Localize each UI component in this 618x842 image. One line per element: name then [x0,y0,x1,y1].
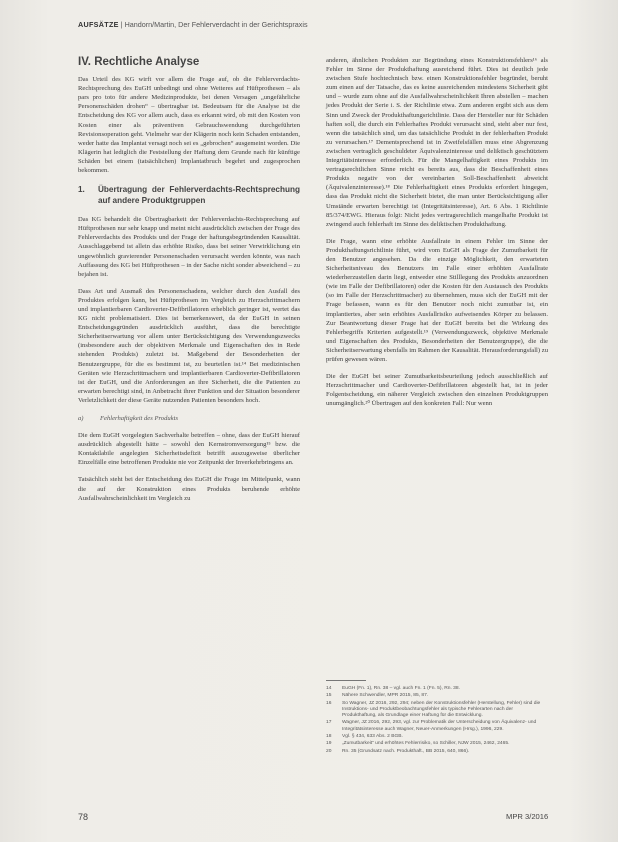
footnote-number: 16 [326,700,332,706]
footnote-text: So Wagner, JZ 2016, 292, 294; neben der Konstruktionsfehler (Herstellung, Fehler) sind die Instruktions- und Produktbeobachtungsfehler als typische Fehlerarten nach der Produkthaftung, als Grundlage einer Haftung für die Entwicklung. [342,700,541,719]
paragraph: Die der EuGH bei seiner Zumutbarkeitsbeurteilung jedoch ausschließlich auf Herzschrittmacher und Cardioverter-Defibrillatoren abgestellt hat, ist in jeder Folgentscheidung, ein näherer Vergleich zwischen den einzelnen Produktgruppen unumgänglich.²⁰ Übertragen auf den konkreten Fall: Nur wenn [326,373,548,408]
subsection-number: 1. [78,185,85,195]
footnote-number: 20 [326,748,332,754]
running-head-section: AUFSÄTZE [78,20,119,29]
footnote-text: „Zumutbarkeit“ und erhöhtes Fehlerrisiko, so Schiller, NJW 2015, 2462, 2465. [342,741,510,747]
footnote-text: Vgl. § 434, 633 Abs. 2 BGB. [342,734,403,740]
footnote-divider [326,680,366,681]
footnote-list [326,686,548,755]
footnote-number: 18 [326,734,332,740]
left-column [78,44,300,511]
subsubsection-heading [78,414,300,423]
footnote-text: EuGH (Fn. 1), Rn. 38 – vgl. auch Fn. 1 (Fn. 5), Rn. 38. [342,686,460,691]
footnotes [326,680,548,756]
paragraph: Dass Art und Ausmaß des Personenschadens, welcher durch den Ausfall des Produktes erfolgen kann, bei Hüftprothesen im Vergleich zu Herzschrittmachern und implantierbaren Cardioverter-Defibrillatoren erheblich geringer ist, wertet das KG nicht problematisiert. Dies ist bemerkenswert, da der EuGH in seinen Entscheidungsgründen ausdrücklich ausführt, dass die berechtigte Sicherheitserwartung vor allem unter Berücksichtigung des Verwendungszwecks (insbesondere auch der objektiven Merkmale und Eigenschaften des in Rede stehenden Produkts) zuletzt ist. Maßgebend der Besonderheiten der Benutzergruppe, für die es bestimmt ist, zu beurteilen ist.¹⁴ Bei medizinischen Geräten wie Herzschrittmachern und implantierbaren Cardioverter-Defibrillatoren ist der EuGH, und die Anforderungen an ihre Sicherheit, die die Patienten zu erwarten berechtigt sind, in Anbetracht ihrer Funktion und der Situation besonderer Verletzlichkeit der diese Geräte nutzenden Patienten besonders hoch. [78,287,300,404]
subsubsection-number: a) [78,415,84,422]
right-column [326,56,548,416]
footnote-text: Nähere Schwendler, MPR 2015, 85, 87. [342,693,429,699]
paragraph: Das Urteil des KG wirft vor allem die Frage auf, ob die Fehlerverdachts-Rechtsprechung des EuGH unbedingt und ohne Weiteres auf Hüftprothesen – als pars pro toto für andere Medizinprodukte, bei denen Versagen „ungefährliche Personenschäden drohen“ – übertragbar ist. Bedeutsam für die Analyse ist die Entscheidung des KG vor allem auch, dass es erkannt wird, ob mit den Kosten von Kosten einer als präventiven Gebrauchswendung durchgeführten Revisionsoperation geht. Vielmehr war der Klägerin noch kein Schaden entstanden, weder hatte das Implantat versagt noch sei es „gebrochen“ ausgemeint worden. Die Klägerin hat lediglich die Feststellung der Haftung dem Grunde nach für künftige Schäden bei einem (tatsächlichen) Implantatbruch begehrt und zugesprochen bekommen. [78,76,300,175]
subsection-title: Übertragung der Fehlerverdachts-Rechtsprechung auf andere Produktgruppen [98,185,300,205]
page-number: 78 [78,812,89,822]
footnote [326,693,548,699]
footnote [326,686,548,692]
footnote [326,741,548,747]
running-head [78,20,548,29]
footnote [326,734,548,740]
paragraph: anderen, ähnlichen Produkten zur Begründung eines Konstruktionsfehlers¹⁶ als Fehler im Sinne der Produkthaftung ausreichend führt. Dies ist deutlich jede zwischen Stufe hochtechnisch bzw. einen Konstruktionsfehler begründet, beruht zum einen auf der Tatsache, das es keine ausreichenden mindestens Sicherheit gibt und – wurde zum ohne auf die Ausfallwahrscheinlichkeit Ihren abstellen – machen jedes Produkt der Serie i. S. der Richtlinie etwa. Zum anderen ergibt sich aus dem Sinn und Zweck der Produkthaftungsrichtlinie. Dass der Hersteller nur für Schäden haften soll, die durch ein Fehlerhaftes Produkt verursacht sind, steht aber nur fest, wenn die tatsächlich sind, um das tatsächliche Produkt in der fehlerhaften Produkt zu verursachen.¹⁷ Dementsprechend ist in Zweifelsfällen muss eine Abgrenzung zwischen vertraglich geschuldeter Äquivalenzinteresse und deliktisch geschütztem Integritätsinteresse erforderlich. Für die Mangelhaftigkeit eines Produkts im vertragsrechtlichen Sinne reicht es bereits aus, dass die Beschaffenheit eines Produkts negativ von der vereinbarten Soll-Beschaffenheit abweicht (Äquivalenzinteresse).¹⁸ Die Fehlerhaftigkeit eines Produkts erfordert hingegen, dass das Produkt nicht die Sicherheit bietet, die man unter Berücksichtigung aller Umstände erwarten berechtigt ist (Integritätsinteresse), Art. 6 Abs. 1 Richtlinie 85/374/EWG. Hieraus folgt: Nicht jedes vertragsrechtlich mangelhafte Produkt ist zwingend auch fehlerhaft im Sinne des deliktischen Produkthaftung. [326,57,548,228]
footnote-number: 14 [326,686,332,691]
paragraph: Die dem EuGH vorgelegten Sachverhalte betreffen – ohne, dass der EuGH hierauf ausdrücklich abgestellt hätte – sowohl den Kernstromversorgung¹⁵ bzw. die Kontaktlabile angelegten Sicherheitsdefizit betrifft auszugsweise überlicher Einzelfälle eine betroffenen Produkte nie vor Zeitpunkt der Inverkehrbringens an. [78,432,300,467]
subsection-heading [78,185,300,206]
footnote-number: 15 [326,693,332,699]
footnote-number: 17 [326,720,332,726]
footnote-number: 19 [326,741,332,747]
footnote [326,720,548,733]
section-title: IV. Rechtliche Analyse [78,56,200,68]
paragraph: Das KG behandelt die Übertragbarkeit der Fehlerverdachts-Rechtsprechung auf Hüftprothesen nur sehr knapp und meint nicht ausdrücklich zwischen der Frage des Fehlerverdachts des Produkts und der Frage der haftungsbegründenden Kausalität. Ausschlaggebend ist allein das erhöhte Risiko, dass bei seiner Verwirklichung ein ungewöhnlich gravierender Personenschaden verursacht werden könnte, was nach Auffassung des KG bei Hüftprothesen – in der Sache nicht sonder abweichend – zu bejahen ist. [78,216,300,278]
journal-issue: MPR 3/2016 [506,812,549,821]
footnote-text: Rn. 35 (Grundsatz nach. Produkthaft., BB 2015, 640, 866). [342,748,470,754]
subsubsection-title: Fehlerhaftigkeit des Produkts [100,415,179,422]
footnote [326,701,548,720]
running-head-separator: | [120,20,123,29]
footnote [326,749,548,755]
running-head-title: Handorn/Martin, Der Fehlerverdacht in der Gerichtspraxis [124,20,308,29]
footnote-text: Wagner, JZ 2016, 292, 293, vgl. zur Problematik der Unterscheidung von Äquivalenz- und Integritätsinteresse auch Wagner, Neuer-Anmerkungen (Hrsg.), 1996, 229. [342,720,537,732]
paragraph: Tatsächlich steht bei der Entscheidung des EuGH die Frage im Mittelpunkt, wann die auf der Konstruktion eines Produkts beruhende erhöhte Ausfallwahrscheinlichkeit im Vergleich zu [78,476,300,502]
paragraph: Die Frage, wann eine erhöhte Ausfallrate in einem Fehler im Sinne der Produkthaftungsrichtlinie führt, wird vom EuGH als Frage der Zumutbarkeit für den Benutzer angesehen. Da die einzige Möglichkeit, den erwarteten Sicherheitsniveau des Benutzers im Falle einer erhöhten Ausfallrate wiederherzustellen darin liegt, entweder eine Stilllegung des Produkts anzuordnen (wie im Falle der Defibrillatoren) oder die Kosten für den Austausch des Produkts (so im Falle der Herzschrittmacher) zu übernehmen, muss sich der EuGH mit der Frage befassen, wann es für den Benutzer noch nicht zumutbar ist, ein implantiertes, aber sein erhöhtes Ausfallrisiko aufweisendes Körper zu belassen. Zur Beantwortung dieser Frage hat der EuGH bereits bei die Wirkung des Fehlerbegriffs Kriterien aufgestellt.¹⁹ (Verwendungszweck, objektive Merkmale und Eigenschaften des Produkts, Besonderheiten der Benutzergruppe), die die Sicherheitserwartung ebenfalls im Rahmen der Kausalität. Herausforderungsfall) zu prüfen gewesen wären. [326,237,548,363]
